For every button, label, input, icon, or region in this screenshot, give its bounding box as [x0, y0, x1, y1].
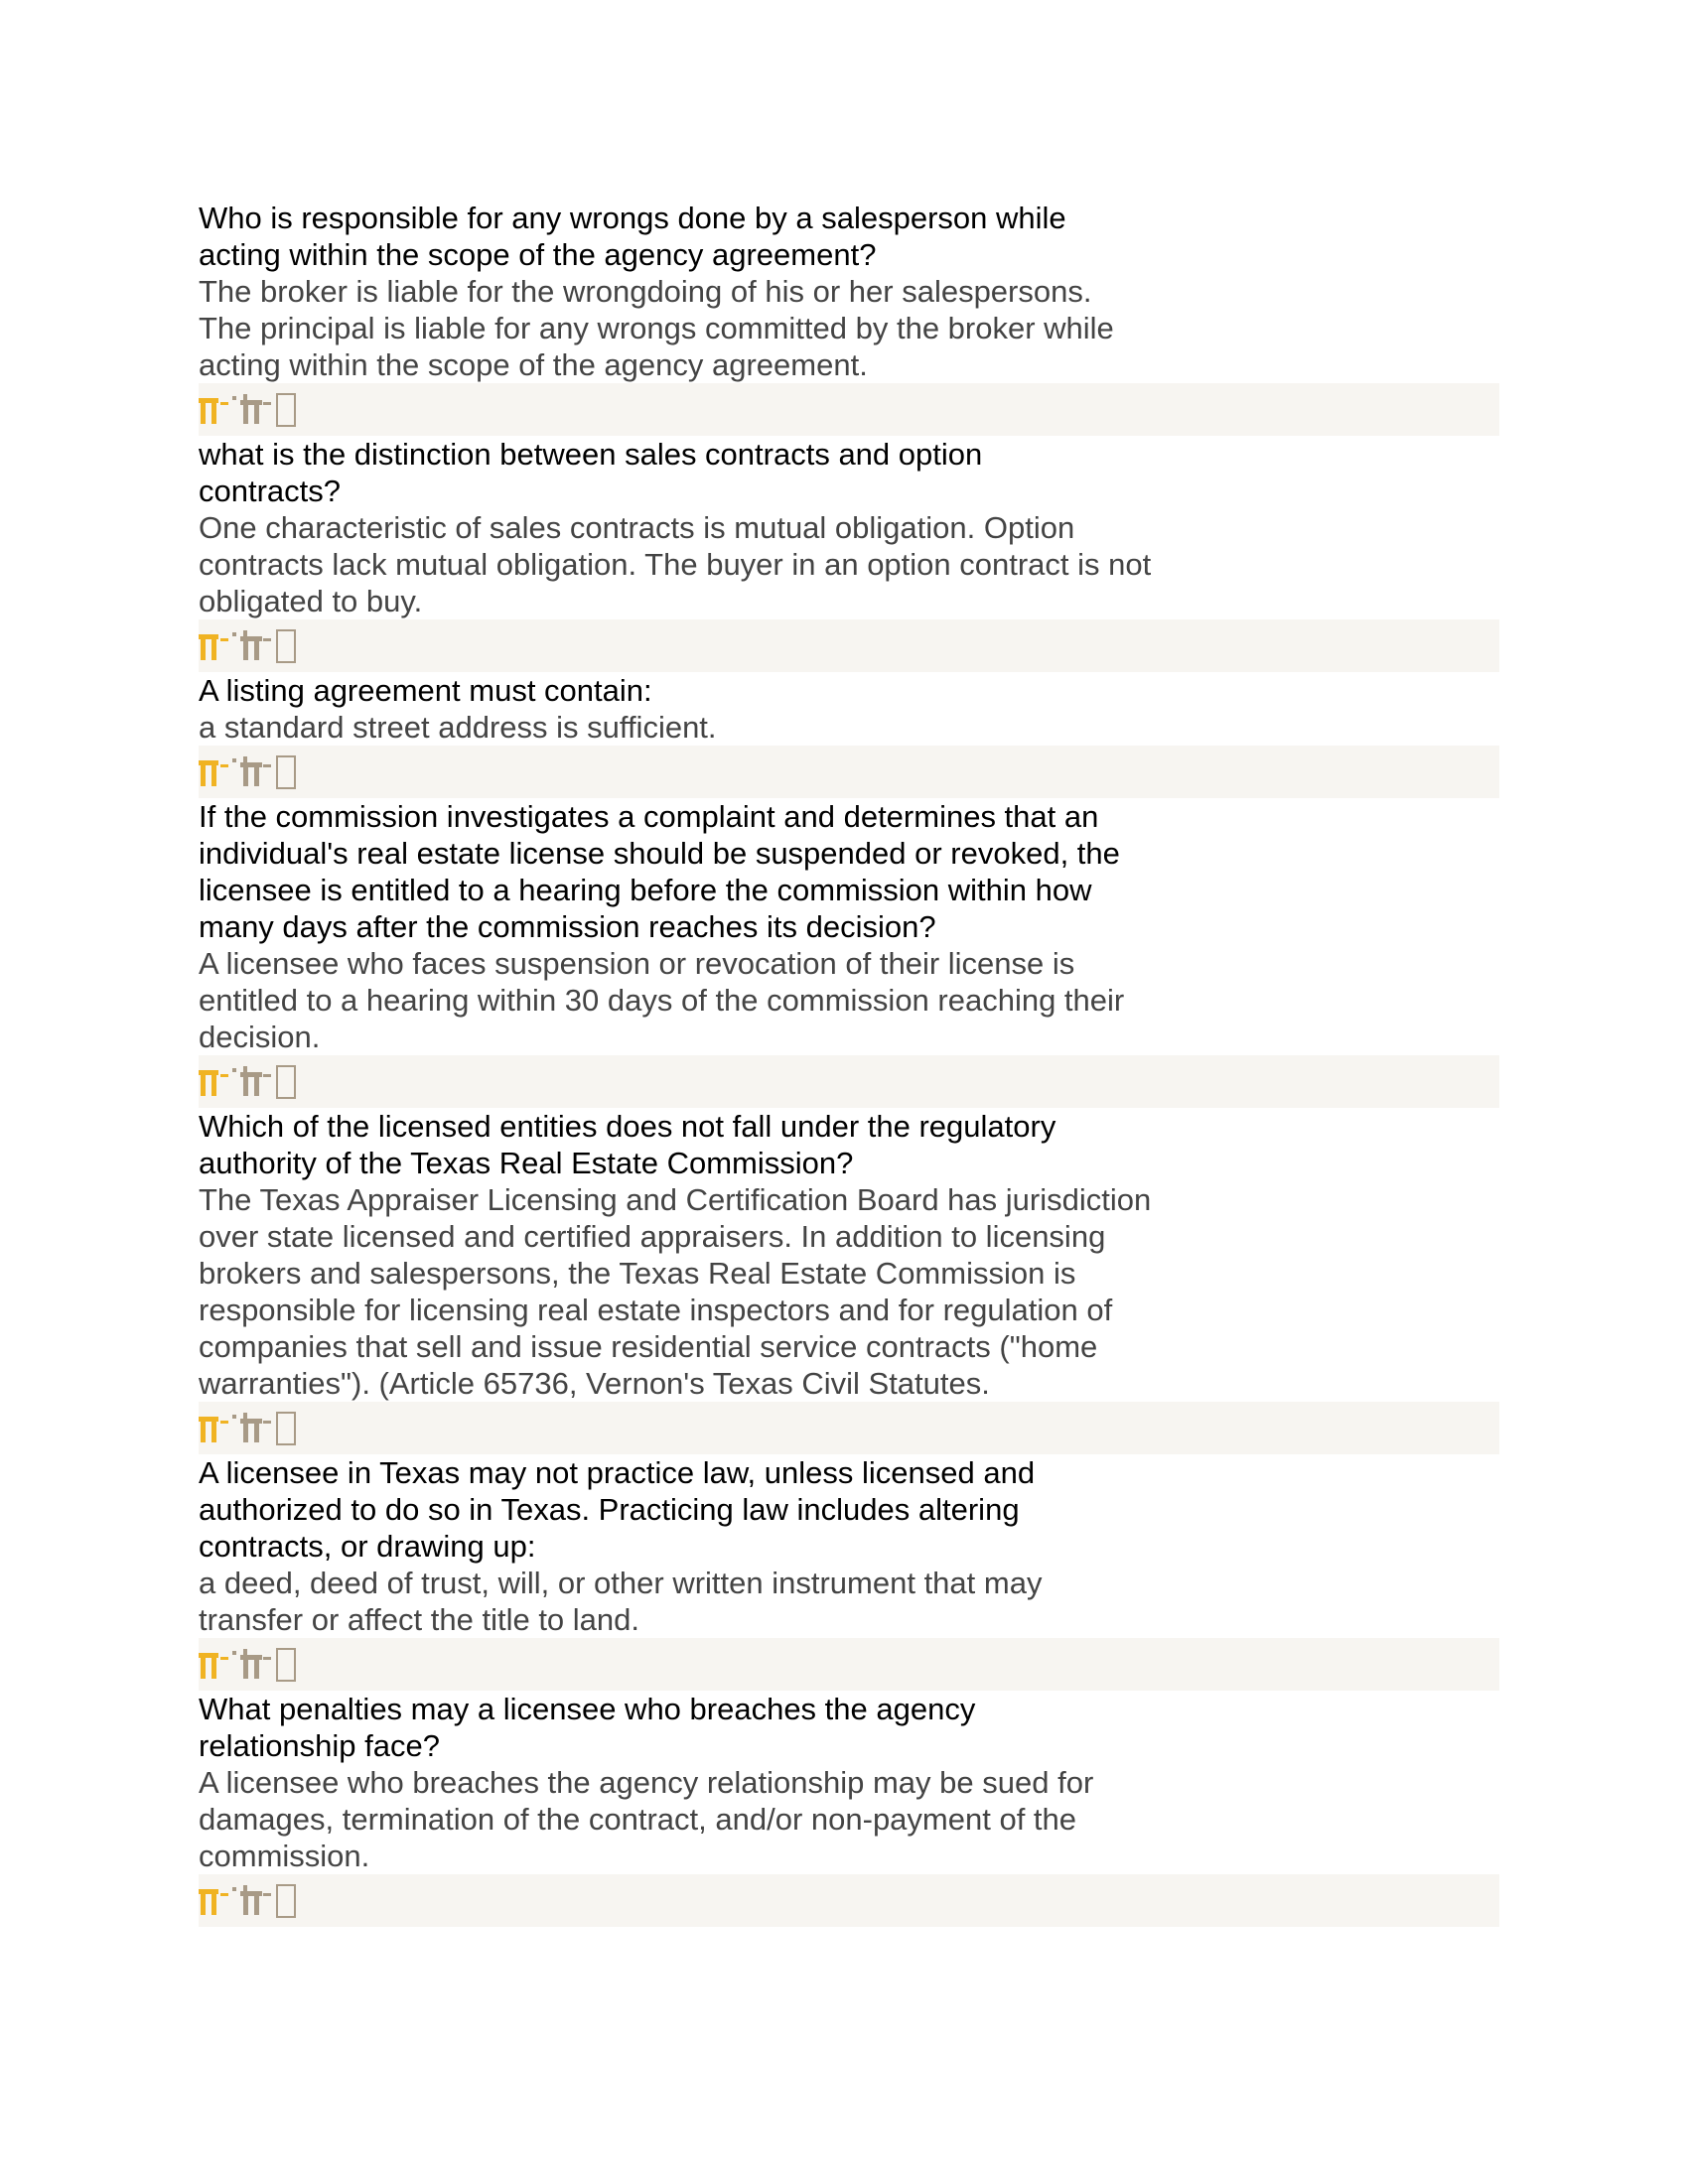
rating-icon-bar — [199, 1055, 1499, 1108]
person-yellow-icon — [199, 628, 230, 664]
question-text: Which of the licensed entities does not fall under the regulatory authority of the Texas Real Estate Commission? — [199, 1109, 1056, 1180]
rating-icon-bar — [199, 383, 1499, 436]
question-text: A listing agreement must contain: — [199, 673, 652, 708]
person-yellow-icon — [199, 392, 230, 428]
person-taupe-icon — [230, 392, 272, 428]
question-text: Who is responsible for any wrongs done by a salesperson while acting within the scope of the agency agreement? — [199, 201, 1066, 272]
answer-text: a deed, deed of trust, will, or other written instrument that may transfer or affect the title to land. — [199, 1566, 1043, 1637]
person-taupe-icon — [230, 1883, 272, 1919]
person-yellow-icon — [199, 1411, 230, 1446]
rating-icon-bar — [199, 1874, 1499, 1927]
rating-icon-bar — [199, 1402, 1499, 1454]
box-icon — [276, 1884, 296, 1918]
answer-text: A licensee who faces suspension or revocation of their license is entitled to a hearing within 30 days of the commission reaching their decision. — [199, 946, 1125, 1054]
question-text: What penalties may a licensee who breaches the agency relationship face? — [199, 1692, 976, 1763]
flashcard-list — [199, 200, 1499, 1927]
answer-text: The broker is liable for the wrongdoing of his or her salespersons. The principal is liable for any wrongs committed by the broker while acting within the scope of the agency agreement. — [199, 274, 1114, 382]
person-yellow-icon — [199, 1647, 230, 1683]
person-taupe-icon — [230, 628, 272, 664]
box-icon — [276, 1065, 296, 1099]
rating-icon-bar — [199, 1638, 1499, 1691]
question-text: A licensee in Texas may not practice law, unless licensed and authorized to do so in Texas. Practicing law includes altering contracts, or drawing up: — [199, 1455, 1036, 1564]
box-icon — [276, 1412, 296, 1445]
answer-text: The Texas Appraiser Licensing and Certification Board has jurisdiction over state licensed and certified appraisers. In addition to licensing brokers and salespersons, the Texas Real Estate Commission is responsible for licensing real estate inspectors and for regulation of companies that sell and issue residential service contracts ("home warranties"). (Article 65736, Vernon's Texas Civil Statutes. — [199, 1182, 1152, 1401]
box-icon — [276, 1648, 296, 1682]
flashcard — [199, 1454, 1499, 1691]
flashcard — [199, 200, 1499, 436]
answer-text: a standard street address is sufficient. — [199, 710, 717, 745]
box-icon — [276, 393, 296, 427]
person-yellow-icon — [199, 1064, 230, 1100]
question-text: what is the distinction between sales contracts and option contracts? — [199, 437, 983, 508]
answer-text: A licensee who breaches the agency relationship may be sued for damages, termination of the contract, and/or non-payment of the commission. — [199, 1765, 1094, 1873]
flashcard — [199, 436, 1499, 672]
person-taupe-icon — [230, 754, 272, 790]
rating-icon-bar — [199, 619, 1499, 672]
question-text: If the commission investigates a complaint and determines that an individual's real estate license should be suspended or revoked, the licensee is entitled to a hearing before the commission within how many days after the commission reaches its decision? — [199, 799, 1120, 944]
person-yellow-icon — [199, 754, 230, 790]
person-taupe-icon — [230, 1064, 272, 1100]
box-icon — [276, 755, 296, 789]
flashcard — [199, 798, 1499, 1108]
flashcard — [199, 672, 1499, 798]
person-taupe-icon — [230, 1411, 272, 1446]
answer-text: One characteristic of sales contracts is mutual obligation. Option contracts lack mutual obligation. The buyer in an option contract is not obligated to buy. — [199, 510, 1152, 618]
person-taupe-icon — [230, 1647, 272, 1683]
person-yellow-icon — [199, 1883, 230, 1919]
box-icon — [276, 629, 296, 663]
rating-icon-bar — [199, 746, 1499, 798]
flashcard — [199, 1691, 1499, 1927]
flashcard — [199, 1108, 1499, 1454]
